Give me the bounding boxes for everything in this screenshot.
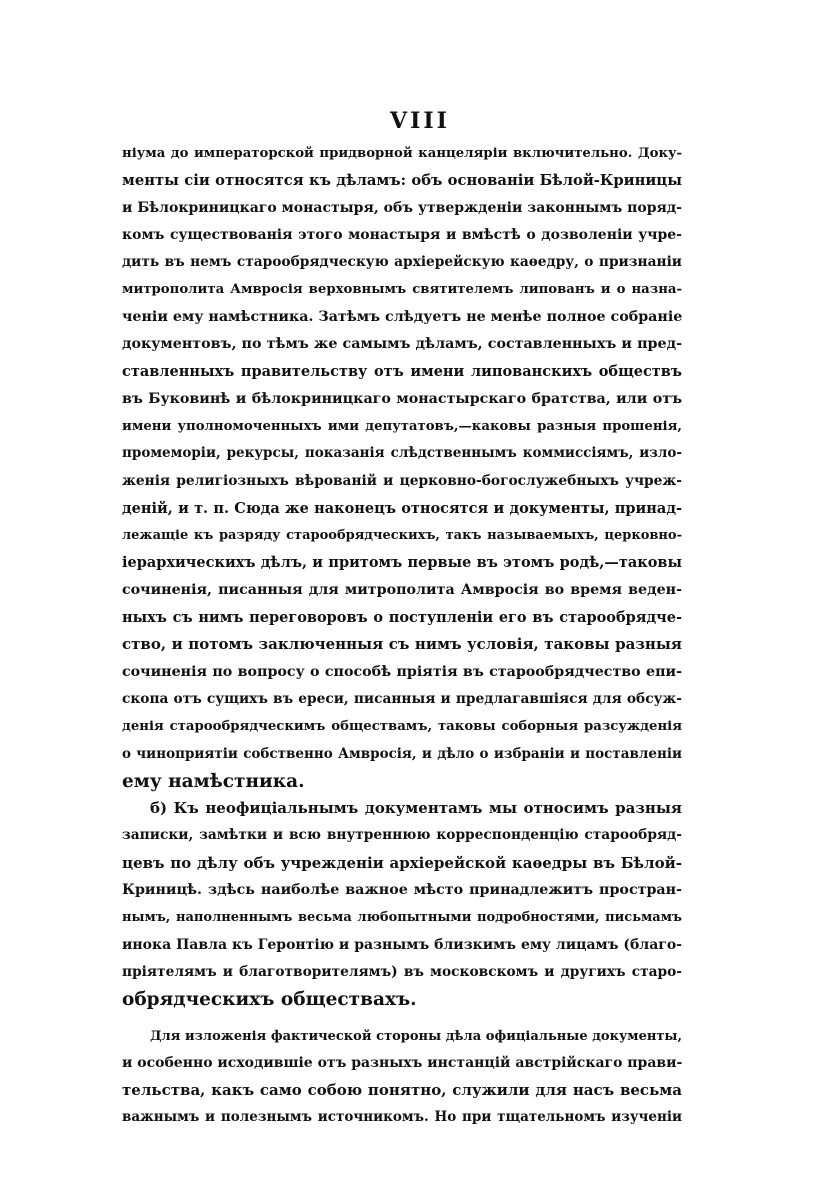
text-line: Криницѣ. здѣсь наиболѣе важное мѣсто принадлежитъ простран-	[122, 882, 682, 899]
text-line: и особенно исходившіе отъ разныхъ инстанцій австрійскаго прави-	[122, 1054, 683, 1071]
text-line: важнымъ и полезнымъ источникомъ. Но при тщательномъ изученіи	[122, 1109, 682, 1126]
text-line: дить въ немъ старообрядческую архіерейскую каѳедру, о признаніи	[122, 254, 682, 271]
text-line: записки, замѣтки и всю внутреннюю корреспонденцію старообряд-	[122, 827, 682, 844]
text-line: документовъ, по тѣмъ же самымъ дѣламъ, составленныхъ и пред-	[122, 336, 682, 353]
text-line: ставленныхъ правительству отъ имени липованскихъ обществъ	[122, 363, 682, 381]
text-line: комъ существованія этого монастыря и вмѣстѣ о дозволеніи учре-	[122, 226, 682, 243]
text-line: цевъ по дѣлу объ учрежденіи архіерейской каѳедры въ Бѣлой-	[122, 853, 682, 872]
text-line: іерархическихъ дѣлъ, и притомъ первые въ этомъ родѣ,—таковы	[122, 554, 682, 572]
text-line: нымъ, наполненнымъ весьма любопытными подробностями, письмамъ	[122, 910, 682, 926]
text-line: ство, и потомъ заключенныя съ нимъ условія, таковы разныя	[122, 635, 682, 654]
text-line: митрополита Амвросія верховнымъ святителемъ липованъ и о назна-	[122, 282, 682, 298]
text-line: женія религіозныхъ вѣрованій и церковно-богослужебныхъ учреж-	[122, 472, 682, 489]
text-line: тельства, какъ само собою понятно, служили для насъ весьма	[122, 1081, 682, 1100]
text-line: сочиненія, писанныя для митрополита Амвросія во время веден-	[122, 581, 682, 598]
text-line: денія старообрядческимъ обществамъ, таковы соборныя разсужденія	[122, 719, 682, 735]
body-text	[122, 140, 682, 1132]
text-line: ченіи ему намѣстника. Затѣмъ слѣдуетъ не менѣе полное собраніе	[122, 308, 683, 325]
text-line: въ Буковинѣ и бѣлокриницкаго монастырскаго братства, или отъ	[122, 390, 682, 407]
page-number: VIII	[390, 108, 450, 134]
text-line: и Бѣлокриницкаго монастыря, объ утвержденіи законнымъ поряд-	[122, 199, 682, 216]
text-line: пріятелямъ и благотворителямъ) въ московскомъ и другихъ старо-	[122, 963, 682, 980]
text-line: ему намѣстника.	[122, 770, 305, 792]
text-line: сочиненія по вопросу о способѣ пріятія въ старообрядчество епи-	[122, 663, 682, 680]
text-line: деній, и т. п. Сюда же наконецъ относятся и документы, принад-	[122, 499, 682, 517]
text-line: Для изложенія фактической стороны дѣла офиціальные документы,	[150, 1028, 682, 1044]
text-line: менты сіи относятся къ дѣламъ: объ основаніи Бѣлой-Криницы	[122, 172, 682, 190]
text-line: промеморіи, рекурсы, показанія слѣдственнымъ коммиссіямъ, изло-	[122, 445, 682, 462]
text-line: инока Павла къ Геронтію и разнымъ близкимъ ему лицамъ (благо-	[122, 936, 682, 953]
text-line: о чиноприятіи собственно Амвросія, и дѣло о избраніи и поставленіи	[122, 745, 682, 762]
text-line: обрядческихъ обществахъ.	[122, 989, 417, 1011]
text-line: имени уполномоченныхъ ими депутатовъ,—каковы разныя прошенія,	[122, 418, 682, 434]
text-line: б) Къ неофиціальнымъ документамъ мы относимъ разныя	[150, 799, 682, 818]
text-line: ніума до императорской придворной канцеляріи включительно. Доку-	[122, 146, 682, 161]
text-line: лежащіе къ разряду старообрядческихъ, такъ называемыхъ, церковно-	[122, 528, 682, 544]
text-line: скопа отъ сущихъ въ ереси, писанныя и предлагавшіяся для обсуж-	[122, 690, 682, 707]
text-line: ныхъ съ нимъ переговоровъ о поступленіи его въ старообрядче-	[122, 609, 682, 627]
